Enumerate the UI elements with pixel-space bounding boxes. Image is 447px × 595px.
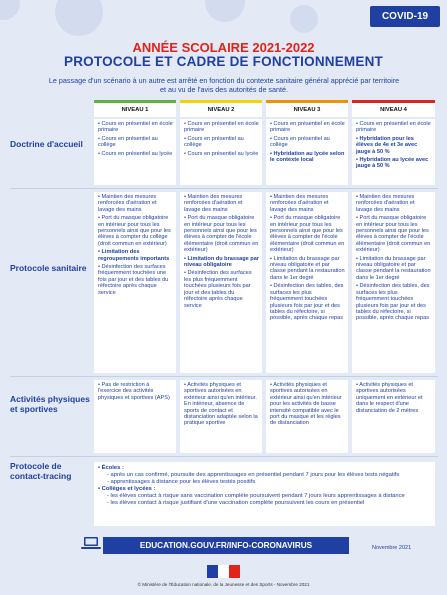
cell-item: • Cours en présentiel en école primaire (98, 121, 173, 134)
page-subtitle: Le passage d'un scénario à un autre est arrêté en fonction du contexte sanitaire général apprécié par territoire et au vu de l'avis des autorités de santé. (48, 76, 400, 94)
cell-sanitaire-level-4 (352, 192, 435, 373)
covid-badge: COVID-19 (370, 6, 440, 27)
cell-sanitaire-level-1 (94, 192, 176, 373)
cell-doctrine-level-3 (266, 119, 348, 185)
cell-aps-level-1 (94, 380, 176, 453)
contact-tracing-panel (94, 462, 435, 526)
colleges-line: - les élèves contact à risque justifiant d'une vaccination complète poursuivent les cours en présentiel (107, 500, 365, 506)
page-title-year: ANNÉE SCOLAIRE 2021-2022 (132, 40, 315, 55)
footer-copyright: © Ministère de l'Éducation nationale, de la Jeunesse et des Sports - Novembre 2021 (137, 582, 310, 587)
cell-item: • Maintien des mesures renforcées d'aération et lavage des mains (184, 194, 243, 213)
cell-item: • Cours en présentiel en école primaire (270, 121, 345, 134)
page-title: PROTOCOLE ET CADRE DE FONCTIONNEMENT (64, 54, 383, 69)
row-label-doctrine: Doctrine d'accueil (10, 139, 83, 149)
publication-date: Novembre 2021 (372, 545, 412, 551)
cell-item: • Activités physiques et sportives autorisées en extérieur ainsi qu'en intérieur pour les activités de basse intensité compatible avec le port du masque et les règles de distanciation (270, 382, 342, 427)
cell-item: • Port du masque obligatoire en intérieur pour tous les personnels ainsi que pour les élèves à compter du collège (droit commun en extérieur) (98, 215, 171, 247)
info-coronavirus-link[interactable]: EDUCATION.GOUV.FR/INFO-CORONAVIRUS (103, 537, 349, 554)
cell-item: • Cours en présentiel au collège (184, 135, 244, 149)
row-divider (10, 376, 438, 377)
cell-item: • Désinfection des surfaces les plus fréquemment touchées plusieurs fois par jour et des tables du réfectoire après chaque service (184, 270, 252, 309)
schools-line: - apprentissages à distance pour les élèves testés positifs (107, 479, 256, 485)
row-divider (10, 456, 438, 457)
cell-item: • Limitation du brassage par niveau obligatoire et par classe pendant la restauration dans le 1er degré (270, 255, 345, 281)
row-label-sanitaire: Protocole sanitaire (10, 263, 87, 273)
cell-item: • Maintien des mesures renforcées d'aération et lavage des mains (98, 194, 157, 213)
cell-doctrine-level-4 (352, 119, 435, 185)
schools-line: - après un cas confirmé, poursuite des apprentissages en présentiel pendant 7 jours pour les élèves tests négatifs (107, 472, 400, 478)
marianne-logo-icon (207, 565, 240, 578)
cell-item: • Pas de restriction à l'exercice des activités physiques et sportives (APS) (98, 382, 170, 401)
cell-item: • Désinfection des tables, des surfaces les plus fréquemment touchées plusieurs fois par jour et des tables du réfectoire, si possible, après chaque repas (356, 283, 430, 322)
cell-item: • Port du masque obligatoire en intérieur pour tous les personnels ainsi que pour les élèves à compter de l'école élémentaire (droit commun en extérieur) (184, 215, 259, 254)
cell-item: • Cours en présentiel au collège (270, 135, 330, 149)
virus-decoration (0, 0, 20, 20)
level-label: NIVEAU 1 (121, 107, 149, 113)
cell-item: • Cours en présentiel en école primaire (356, 121, 431, 134)
cell-item: • Hybridation au lycée selon le contexte local (270, 150, 345, 164)
cell-item: • Hybridation au lycée avec jauge à 50 % (356, 157, 429, 170)
cell-aps-level-3 (266, 380, 348, 453)
cell-item: • Activités physiques et sportives autorisées uniquement en extérieur et dans le respect d'une distanciation de 2 mètres (356, 382, 423, 414)
row-label-aps: Activités physiques et sportives (10, 394, 90, 414)
level-header-3 (266, 100, 348, 117)
cell-item: • Limitation du brassage par niveau obligatoire (184, 255, 260, 269)
level-header-1 (94, 100, 176, 117)
row-label-contact-tracing: Protocole de contact-tracing (10, 461, 72, 481)
row-divider (10, 188, 438, 189)
cell-sanitaire-level-3 (266, 192, 348, 373)
level-header-4 (352, 100, 435, 117)
cell-item: • Hybridation pour les élèves de 4e et 3e avec jauge à 50 % (356, 135, 418, 155)
cell-aps-level-4 (352, 380, 435, 453)
cell-doctrine-level-2 (180, 119, 262, 185)
laptop-icon (81, 536, 101, 550)
cell-sanitaire-level-2 (180, 192, 262, 373)
cell-item: • Cours en présentiel au collège (98, 135, 158, 149)
colleges-heading: • Collèges et lycées : (98, 486, 156, 492)
cell-item: • Maintien des mesures renforcées d'aération et lavage des mains (356, 194, 415, 213)
cell-item: • Port du masque obligatoire en intérieur pour tous les personnels ainsi que pour les élèves à compter de l'école élémentaire (droit commun en extérieur) (270, 215, 345, 254)
level-header-2 (180, 100, 262, 117)
cell-item: • Limitation des regroupements importants (98, 249, 170, 262)
cell-doctrine-level-1 (94, 119, 176, 185)
cell-item: • Désinfection des tables, des surfaces les plus fréquemment touchées plusieurs fois par jour et des tables du réfectoire, si possible, après chaque repas (270, 283, 344, 322)
cell-item: • Cours en présentiel au lycée (184, 150, 259, 157)
schools-heading: • Écoles : (98, 465, 124, 471)
cell-item: • Limitation du brassage par niveau obligatoire et par classe pendant la restauration dans le 1er degré (356, 255, 431, 281)
cell-aps-level-2 (180, 380, 262, 453)
cell-item: • Cours en présentiel en école primaire (184, 121, 259, 134)
virus-decoration (55, 0, 103, 36)
level-label: NIVEAU 3 (293, 107, 321, 113)
virus-decoration (205, 0, 245, 22)
cell-item: • Port du masque obligatoire en intérieur pour tous les personnels ainsi que pour les élèves à compter de l'école élémentaire (droit commun en extérieur) (356, 215, 431, 254)
colleges-line: - les élèves contact à risque sans vaccination complète poursuivent pendant 7 jours leurs apprentissages à distance (107, 493, 405, 499)
level-label: NIVEAU 2 (207, 107, 235, 113)
cell-item: • Maintien des mesures renforcées d'aération et lavage des mains (270, 194, 329, 213)
virus-decoration (290, 5, 318, 33)
cell-item: • Cours en présentiel au lycée (98, 150, 173, 157)
level-label: NIVEAU 4 (380, 107, 407, 113)
cell-item: • Désinfection des surfaces fréquemment touchées une fois par jour et des tables du réfectoire après chaque service (98, 264, 169, 296)
cell-item: • Activités physiques et sportives autorisées en extérieur ainsi qu'en intérieur. En intérieur, absence de sports de contact et distanciation adaptée selon la pratique sportive (184, 382, 258, 427)
